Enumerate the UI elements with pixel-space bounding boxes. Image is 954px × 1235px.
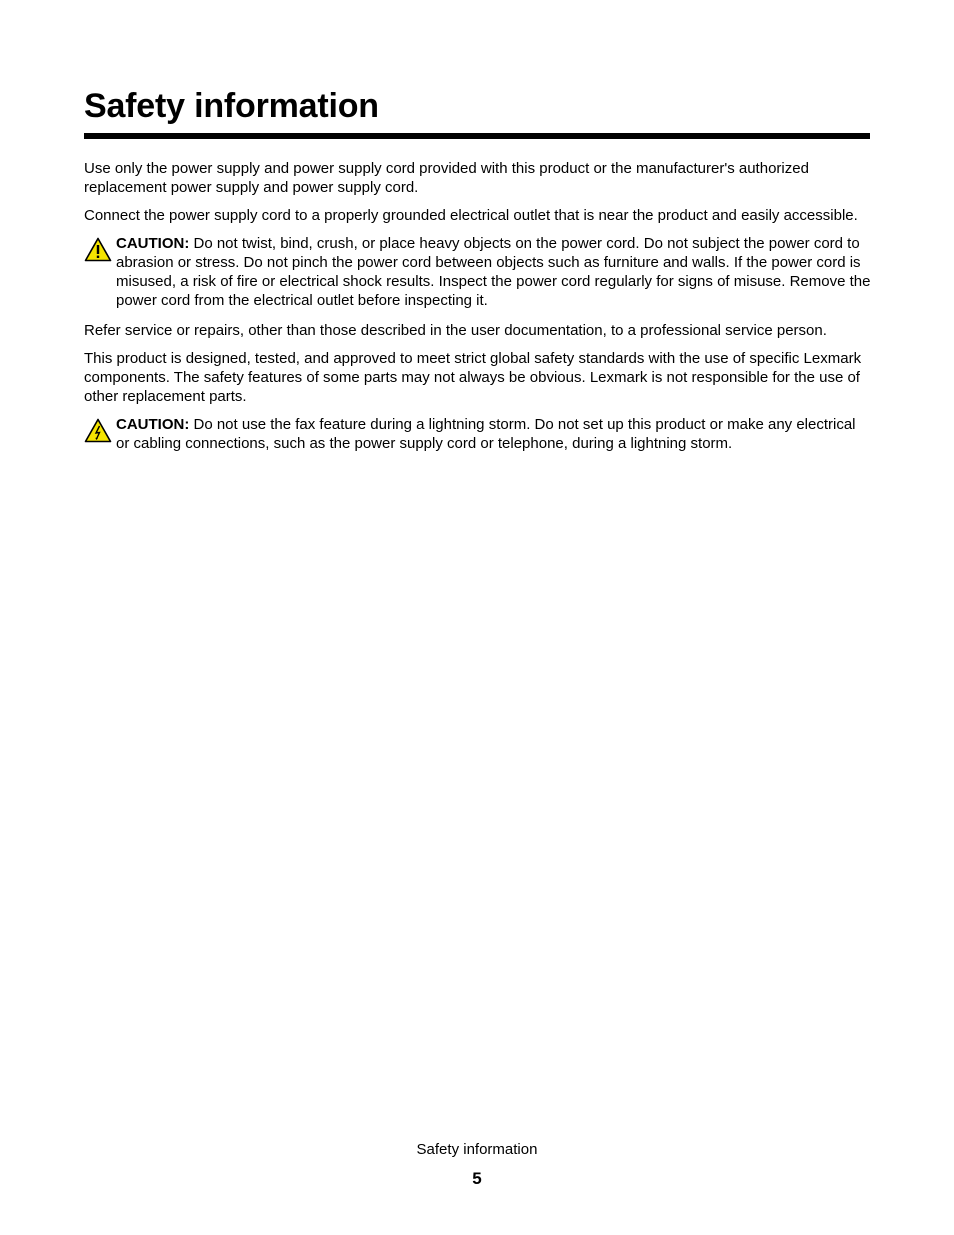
caution-label: CAUTION: bbox=[116, 416, 190, 433]
paragraph-standards: This product is designed, tested, and approved to meet strict global safety standards with the use of specific Lexmark components. The safety features of some parts may not always be obvious. Lexmark is not responsible for the use of other replacement parts. bbox=[84, 350, 862, 405]
caution-lightning bbox=[84, 415, 872, 453]
title-rule bbox=[84, 133, 870, 139]
caution-text: Do not use the fax feature during a lightning storm. Do not set up this product or make any electrical or cabling connections, such as the power supply cord or telephone, during a lightning storm. bbox=[116, 416, 856, 452]
page-number: 5 bbox=[472, 1169, 482, 1188]
page-title: Safety information bbox=[84, 87, 379, 125]
paragraph-power-supply: Use only the power supply and power supply cord provided with this product or the manufacturer's authorized replacement power supply and power supply cord. bbox=[84, 160, 809, 196]
warning-icon bbox=[84, 237, 112, 262]
caution-text: Do not twist, bind, crush, or place heavy objects on the power cord. Do not subject the power cord to abrasion or stress. Do not pinch the power cord between objects such as furniture and walls. If the power cord is misused, a risk of fire or electrical shock results. Inspect the power cord regularly for signs of misuse. Remove the power cord from the electrical outlet before inspecting it. bbox=[116, 235, 871, 309]
content bbox=[84, 159, 872, 464]
electrical-hazard-icon bbox=[84, 418, 112, 443]
paragraph-outlet: Connect the power supply cord to a properly grounded electrical outlet that is near the product and easily accessible. bbox=[84, 207, 858, 224]
footer-section-title: Safety information bbox=[416, 1141, 538, 1158]
caution-label: CAUTION: bbox=[116, 235, 190, 252]
paragraph-service: Refer service or repairs, other than those described in the user documentation, to a professional service person. bbox=[84, 322, 827, 339]
caution-power-cord bbox=[84, 234, 872, 310]
